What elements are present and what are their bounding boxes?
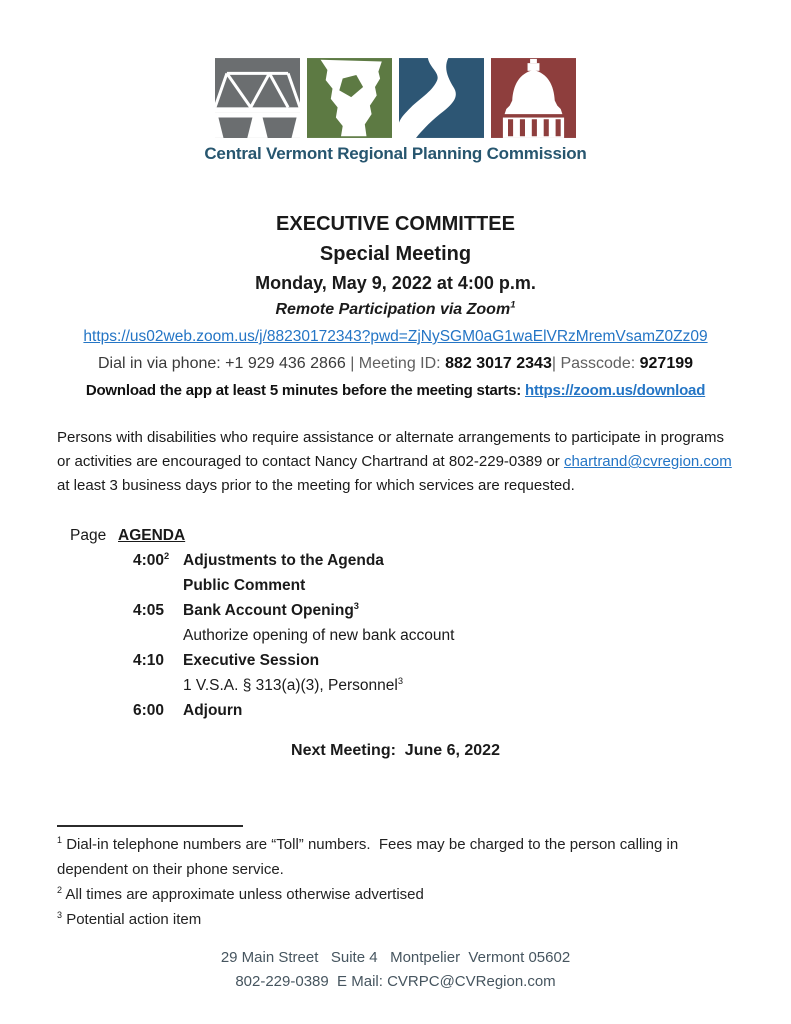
committee-name: EXECUTIVE COMMITTEE [276, 213, 515, 235]
capitol-dome-icon [491, 58, 576, 138]
logo-tiles [57, 58, 734, 138]
next-meeting-line: Next Meeting: June 6, 2022 [291, 742, 500, 759]
agenda-time: 6:00 [133, 702, 165, 719]
footnote-ref-2: 2 [164, 550, 170, 561]
river-icon [399, 58, 484, 138]
footnote-text: All times are approximate unless otherwise advertised [65, 886, 424, 903]
remote-participation-text: Remote Participation via Zoom [275, 301, 511, 318]
agenda-item: Public Comment [183, 577, 306, 594]
agenda-header [57, 523, 734, 548]
meeting-id-label: Meeting ID: [358, 355, 441, 372]
agenda-time [133, 573, 183, 598]
agenda-time [133, 673, 183, 698]
agenda-item: Adjustments to the Agenda [183, 552, 384, 569]
agenda-row [57, 648, 734, 673]
download-app-text: Download the app at least 5 minutes before the meeting starts: [85, 382, 522, 399]
agenda-item: Adjourn [183, 702, 243, 719]
footer-contact: 802-229-0389 E Mail: CVRPC@CVRegion.com [235, 973, 556, 990]
footnote-separator [57, 825, 243, 827]
meeting-id-value: 882 3017 2343 [445, 355, 552, 372]
footnote [57, 882, 734, 907]
bridge-icon [215, 58, 300, 138]
accessibility-notice-text: Persons with disabilities who require assistance or alternate arrangements to participate in programs or activities are encouraged to contact Nancy Chartrand at 802-229-0389 or [57, 429, 724, 470]
footnote-marker: 2 [57, 885, 63, 895]
vermont-map-icon [307, 58, 392, 138]
separator: | [551, 355, 556, 372]
accessibility-notice [57, 426, 734, 498]
footnote-text: Potential action item [66, 911, 202, 928]
agenda-time: 4:05 [133, 602, 165, 619]
agenda-section [57, 523, 734, 723]
footnote [57, 907, 734, 932]
agenda-row [57, 673, 734, 698]
accessibility-notice-text: at least 3 business days prior to the meeting for which services are requested. [57, 477, 575, 494]
footnote-ref-3: 3 [397, 675, 403, 686]
meeting-title-block [57, 209, 734, 323]
agenda-heading: AGENDA [118, 527, 186, 544]
agenda-row [57, 623, 734, 648]
dial-in-number: +1 929 436 2866 [225, 355, 346, 372]
footnote [57, 832, 734, 882]
zoom-link-line [57, 323, 734, 350]
page-column-header: Page [70, 527, 107, 544]
separator: | [350, 355, 355, 372]
dial-in-label: Dial in via phone: [97, 355, 221, 372]
footnote-ref-3: 3 [353, 600, 359, 611]
agenda-time: $4:00^2$ [133, 550, 170, 569]
chartrand-email-link[interactable]: chartrand@cvregion.com [563, 453, 732, 470]
remote-participation-note [57, 297, 734, 323]
passcode-value: 927199 [639, 355, 694, 372]
footnote-text: Dial-in telephone numbers are “Toll” numbers. Fees may be charged to the person calling in dependent on their phone service. [57, 836, 683, 878]
agenda-item: Authorize opening of new bank account [183, 627, 455, 644]
download-app-line [57, 377, 734, 404]
agenda-row [57, 573, 734, 598]
agenda-item: 1 V.S.A. § 313(a)(3), Personnel$^3$ [183, 675, 403, 694]
meeting-datetime: Monday, May 9, 2022 at 4:00 p.m. [255, 273, 536, 293]
meeting-type: Special Meeting [319, 243, 472, 265]
agenda-row [57, 548, 734, 573]
footnotes-section [57, 825, 734, 932]
agenda-item: Executive Session [183, 652, 320, 669]
footnote-ref-1: 1 [510, 299, 516, 311]
cvrpc-logo [57, 58, 734, 165]
agenda-time [133, 623, 183, 648]
logo-wordmark: Central Vermont Regional Planning Commission [204, 144, 587, 163]
agenda-row [57, 598, 734, 623]
agenda-row [57, 698, 734, 723]
dial-in-line [57, 350, 734, 377]
footer [57, 946, 734, 994]
agenda-item: Bank Account Opening$^3$ [183, 600, 359, 619]
footer-address: 29 Main Street Suite 4 Montpelier Vermont 05602 [220, 949, 571, 966]
zoom-download-link[interactable]: https://zoom.us/download [524, 382, 706, 399]
agenda-time: 4:10 [133, 652, 165, 669]
footnote-marker: 1 [57, 835, 63, 845]
meeting-access-block [57, 323, 734, 404]
footnote-marker: 3 [57, 910, 63, 920]
passcode-label: Passcode: [560, 355, 636, 372]
zoom-meeting-link[interactable]: https://us02web.zoom.us/j/88230172343?pwd=ZjNySGM0aG1waElVRzMremVsamZ0Zz09 [83, 328, 708, 345]
